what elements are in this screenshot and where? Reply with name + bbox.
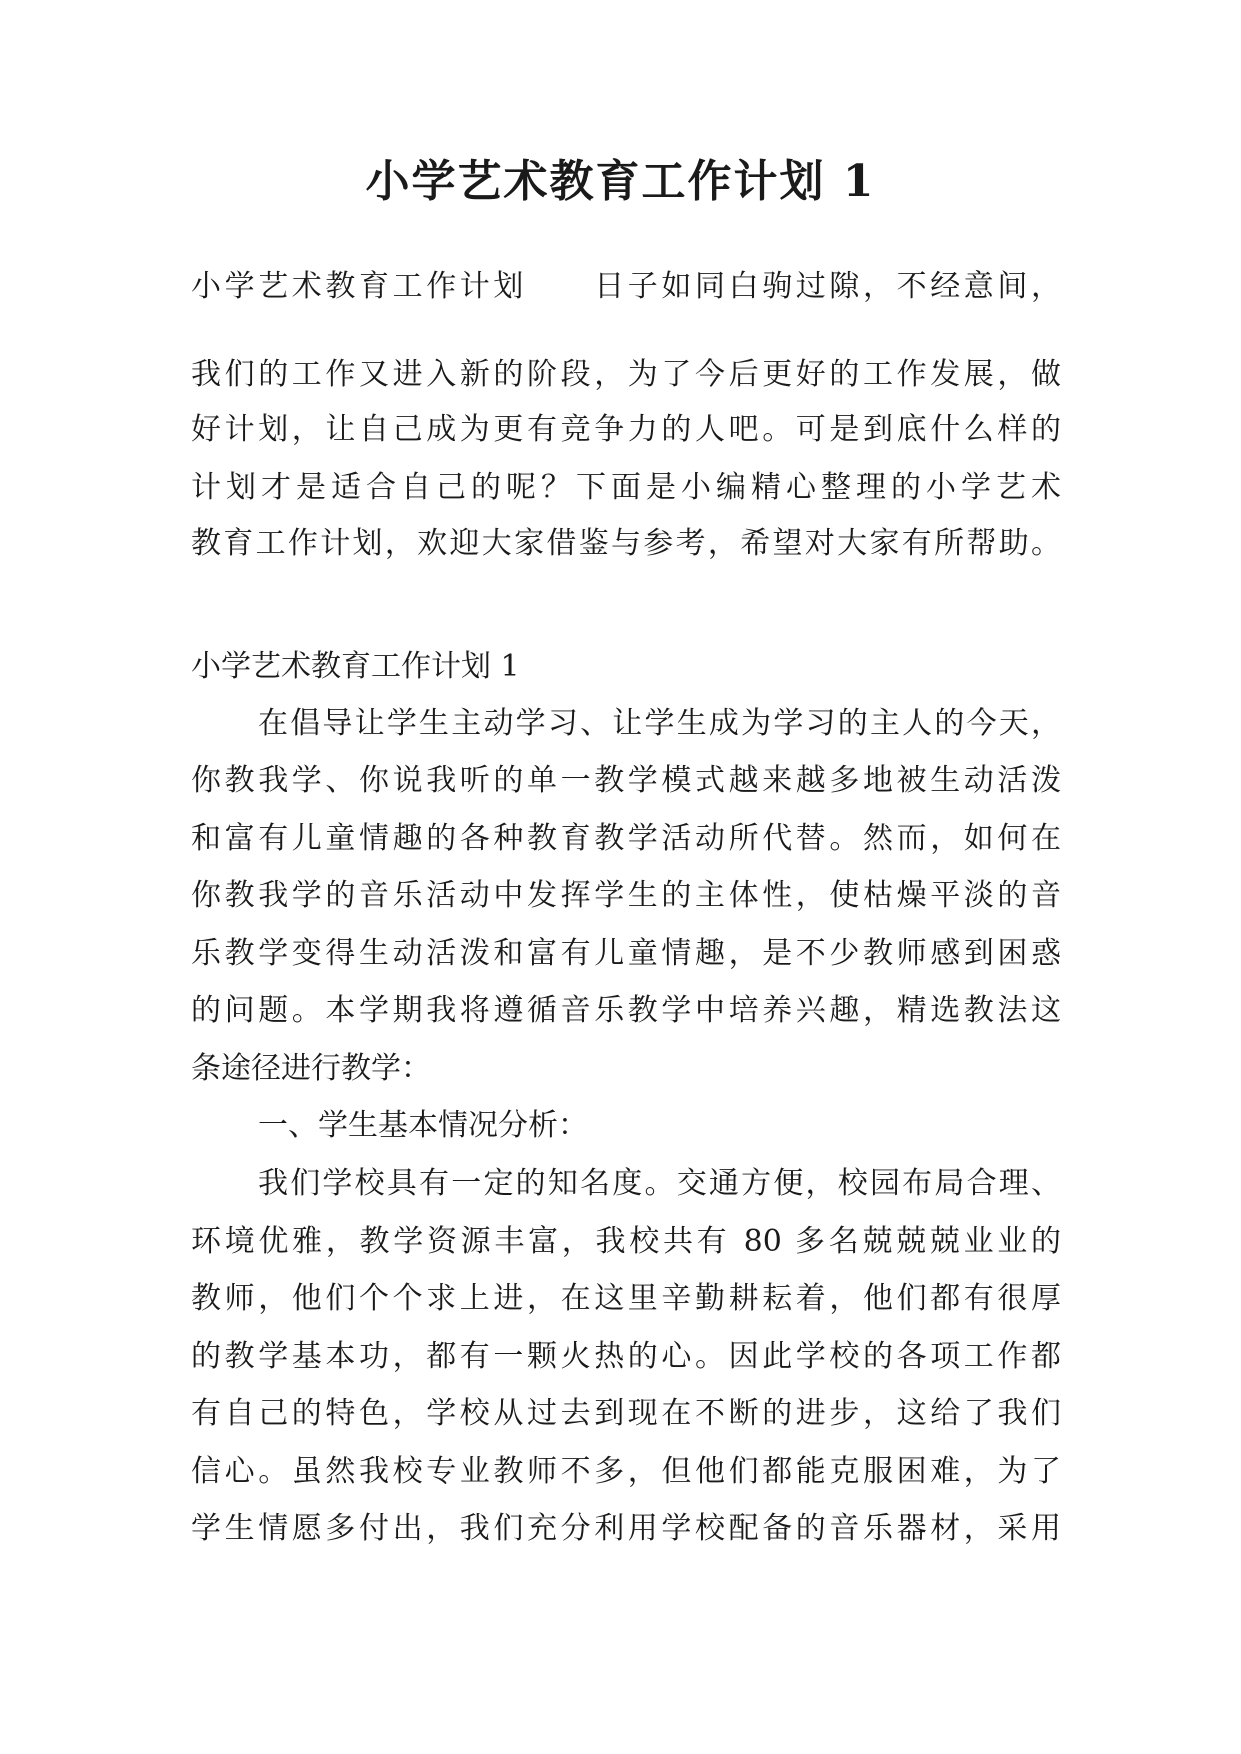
paragraph-line: 你教我学、你说我听的单一教学模式越来越多地被生动活泼 (191, 763, 1061, 798)
intro-line: 教育工作计划，欢迎大家借鉴与参考，希望对大家有所帮助。 (191, 526, 1061, 561)
paragraph-line: 条途径进行教学： (191, 1051, 431, 1086)
paragraph-line: 学生情愿多付出，我们充分利用学校配备的音乐器材，采用 (191, 1511, 1061, 1546)
paragraph-line: 你教我学的音乐活动中发挥学生的主体性，使枯燥平淡的音 (191, 878, 1061, 913)
paragraph-line: 和富有儿童情趣的各种教育教学活动所代替。然而，如何在 (191, 821, 1061, 856)
paragraph-line: 我们学校具有一定的知名度。交通方便，校园布局合理、 (258, 1166, 1061, 1201)
subheading: 一、学生基本情况分析： (258, 1108, 588, 1143)
paragraph-line: 在倡导让学生主动学习、让学生成为学习的主人的今天， (258, 706, 1061, 741)
intro-line: 好计划，让自己成为更有竞争力的人吧。可是到底什么样的 (191, 412, 1061, 447)
paragraph-line: 环境优雅，教学资源丰富，我校共有 80 多名兢兢兢业业的 (191, 1224, 1061, 1259)
intro-line: 我们的工作又进入新的阶段，为了今后更好的工作发展，做 (191, 357, 1061, 392)
paragraph-line: 的教学基本功，都有一颗火热的心。因此学校的各项工作都 (191, 1339, 1061, 1374)
paragraph-line: 的问题。本学期我将遵循音乐教学中培养兴趣，精选教法这 (191, 993, 1061, 1028)
paragraph-line: 有自己的特色，学校从过去到现在不断的进步，这给了我们 (191, 1396, 1061, 1431)
document-title: 小学艺术教育工作计划 1 (365, 156, 876, 207)
paragraph-line: 乐教学变得生动活泼和富有儿童情趣，是不少教师感到困惑 (191, 936, 1061, 971)
paragraph-line: 信心。虽然我校专业教师不多，但他们都能克服困难，为了 (191, 1454, 1061, 1489)
intro-line: 计划才是适合自己的呢？下面是小编精心整理的小学艺术 (191, 470, 1061, 505)
paragraph-line: 教师，他们个个求上进，在这里辛勤耕耘着，他们都有很厚 (191, 1281, 1061, 1316)
intro-line: 小学艺术教育工作计划 日子如同白驹过隙，不经意间， (191, 269, 1061, 304)
section-heading: 小学艺术教育工作计划 1 (191, 649, 520, 684)
